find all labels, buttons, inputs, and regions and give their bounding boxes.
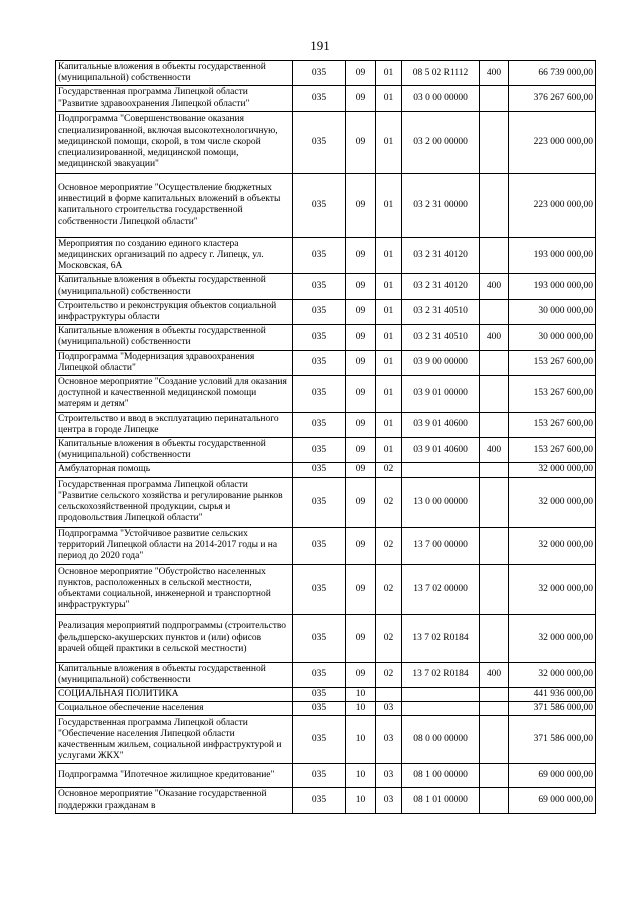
section-code: 09 bbox=[346, 662, 376, 687]
amount: 153 267 600,00 bbox=[509, 412, 596, 437]
ministry-code: 035 bbox=[293, 702, 346, 716]
subsection-code: 02 bbox=[376, 477, 402, 527]
expense-type bbox=[480, 688, 509, 702]
subsection-code: 01 bbox=[376, 350, 402, 375]
expense-type: 400 bbox=[480, 274, 509, 299]
subsection-code: 01 bbox=[376, 237, 402, 274]
expense-type bbox=[480, 788, 509, 813]
section-code: 09 bbox=[346, 477, 376, 527]
expense-name: Подпрограмма "Устойчивое развитие сельских территорий Липецкой области на 2014-2017 годы и на период до 2020 года" bbox=[56, 527, 293, 564]
table-row bbox=[56, 688, 596, 702]
section-code: 09 bbox=[346, 614, 376, 662]
target-article: 08 0 00 00000 bbox=[402, 716, 480, 764]
expense-type bbox=[480, 527, 509, 564]
expense-type bbox=[480, 764, 509, 788]
section-code: 09 bbox=[346, 274, 376, 299]
target-article: 13 7 00 00000 bbox=[402, 527, 480, 564]
subsection-code: 01 bbox=[376, 173, 402, 237]
expense-name: Капитальные вложения в объекты государственной (муниципальной) собственности bbox=[56, 662, 293, 687]
subsection-code: 01 bbox=[376, 325, 402, 350]
expense-name: Государственная программа Липецкой области "Обеспечение населения Липецкой области качественным жильем, социальной инфраструктурой и услугами ЖКХ" bbox=[56, 716, 293, 764]
subsection-code: 01 bbox=[376, 61, 402, 86]
amount: 69 000 000,00 bbox=[509, 764, 596, 788]
expense-type bbox=[480, 86, 509, 111]
target-article: 03 0 00 00000 bbox=[402, 86, 480, 111]
section-code: 09 bbox=[346, 86, 376, 111]
ministry-code: 035 bbox=[293, 477, 346, 527]
subsection-code: 02 bbox=[376, 527, 402, 564]
amount: 30 000 000,00 bbox=[509, 299, 596, 324]
amount: 66 739 000,00 bbox=[509, 61, 596, 86]
expense-type bbox=[480, 614, 509, 662]
table-row bbox=[56, 350, 596, 375]
subsection-code: 03 bbox=[376, 764, 402, 788]
expense-name: Строительство и реконструкция объектов социальной инфраструктуры области bbox=[56, 299, 293, 324]
amount: 153 267 600,00 bbox=[509, 438, 596, 463]
section-code: 10 bbox=[346, 688, 376, 702]
section-code: 09 bbox=[346, 299, 376, 324]
expense-type bbox=[480, 350, 509, 375]
subsection-code: 01 bbox=[376, 412, 402, 437]
table-row bbox=[56, 299, 596, 324]
ministry-code: 035 bbox=[293, 438, 346, 463]
table-row bbox=[56, 111, 596, 173]
target-article: 03 2 31 40120 bbox=[402, 274, 480, 299]
section-code: 09 bbox=[346, 463, 376, 477]
subsection-code: 01 bbox=[376, 438, 402, 463]
ministry-code: 035 bbox=[293, 614, 346, 662]
expense-type bbox=[480, 716, 509, 764]
subsection-code: 01 bbox=[376, 111, 402, 173]
table-row bbox=[56, 788, 596, 813]
ministry-code: 035 bbox=[293, 376, 346, 413]
section-code: 09 bbox=[346, 564, 376, 614]
ministry-code: 035 bbox=[293, 688, 346, 702]
amount: 30 000 000,00 bbox=[509, 325, 596, 350]
amount: 32 000 000,00 bbox=[509, 477, 596, 527]
expense-type bbox=[480, 463, 509, 477]
ministry-code: 035 bbox=[293, 61, 346, 86]
amount: 371 586 000,00 bbox=[509, 716, 596, 764]
ministry-code: 035 bbox=[293, 173, 346, 237]
subsection-code: 01 bbox=[376, 274, 402, 299]
target-article bbox=[402, 688, 480, 702]
section-code: 09 bbox=[346, 527, 376, 564]
expense-type bbox=[480, 477, 509, 527]
table-row bbox=[56, 614, 596, 662]
section-code: 09 bbox=[346, 111, 376, 173]
target-article: 08 5 02 R1112 bbox=[402, 61, 480, 86]
subsection-code: 03 bbox=[376, 716, 402, 764]
target-article bbox=[402, 702, 480, 716]
expense-type bbox=[480, 173, 509, 237]
amount: 32 000 000,00 bbox=[509, 527, 596, 564]
target-article: 03 2 31 40120 bbox=[402, 237, 480, 274]
expense-name: СОЦИАЛЬНАЯ ПОЛИТИКА bbox=[56, 688, 293, 702]
expense-name: Подпрограмма "Совершенствование оказания специализированной, включая высокотехнологичную, медицинской помощи, скорой, в том числе скорой специализированной, медицинской помощи, медицинской эвакуации" bbox=[56, 111, 293, 173]
amount: 32 000 000,00 bbox=[509, 662, 596, 687]
expense-name: Социальное обеспечение населения bbox=[56, 702, 293, 716]
target-article: 03 2 31 40510 bbox=[402, 325, 480, 350]
section-code: 09 bbox=[346, 61, 376, 86]
ministry-code: 035 bbox=[293, 716, 346, 764]
expense-name: Мероприятия по созданию единого кластера медицинских организаций по адресу г. Липецк, ул. Московская, 6А bbox=[56, 237, 293, 274]
target-article: 03 9 01 40600 bbox=[402, 438, 480, 463]
ministry-code: 035 bbox=[293, 274, 346, 299]
table-row bbox=[56, 764, 596, 788]
amount: 371 586 000,00 bbox=[509, 702, 596, 716]
ministry-code: 035 bbox=[293, 237, 346, 274]
budget-table bbox=[55, 60, 596, 814]
expense-name: Государственная программа Липецкой области "Развитие сельского хозяйства и регулирование рынков сельскохозяйственной продукции, сырья и продовольствия Липецкой области" bbox=[56, 477, 293, 527]
expense-name: Амбулаторная помощь bbox=[56, 463, 293, 477]
expense-type bbox=[480, 237, 509, 274]
amount: 223 000 000,00 bbox=[509, 111, 596, 173]
target-article: 03 9 01 00000 bbox=[402, 376, 480, 413]
amount: 193 000 000,00 bbox=[509, 237, 596, 274]
section-code: 09 bbox=[346, 376, 376, 413]
amount: 376 267 600,00 bbox=[509, 86, 596, 111]
subsection-code: 02 bbox=[376, 463, 402, 477]
ministry-code: 035 bbox=[293, 299, 346, 324]
section-code: 09 bbox=[346, 438, 376, 463]
subsection-code: 02 bbox=[376, 614, 402, 662]
section-code: 09 bbox=[346, 237, 376, 274]
expense-name: Основное мероприятие "Обустройство населенных пунктов, расположенных в сельской местности, объектами социальной, инженерной и транспортной инфраструктуры" bbox=[56, 564, 293, 614]
section-code: 10 bbox=[346, 716, 376, 764]
expense-name: Строительство и ввод в эксплуатацию перинатального центра в городе Липецке bbox=[56, 412, 293, 437]
section-code: 09 bbox=[346, 325, 376, 350]
amount: 32 000 000,00 bbox=[509, 564, 596, 614]
expense-name: Основное мероприятие "Создание условий для оказания доступной и качественной медицинской помощи матерям и детям" bbox=[56, 376, 293, 413]
expense-name: Подпрограмма "Модернизация здравоохранения Липецкой области" bbox=[56, 350, 293, 375]
table-row bbox=[56, 412, 596, 437]
target-article: 08 1 00 00000 bbox=[402, 764, 480, 788]
amount: 32 000 000,00 bbox=[509, 463, 596, 477]
section-code: 09 bbox=[346, 173, 376, 237]
expense-name: Капитальные вложения в объекты государственной (муниципальной) собственности bbox=[56, 325, 293, 350]
expense-name: Капитальные вложения в объекты государственной (муниципальной) собственности bbox=[56, 61, 293, 86]
target-article: 13 7 02 R0184 bbox=[402, 614, 480, 662]
subsection-code: 02 bbox=[376, 564, 402, 614]
expense-name: Основное мероприятие "Осуществление бюджетных инвестиций в форме капитальных вложений в объекты капитального строительства государственной собственности Липецкой области" bbox=[56, 173, 293, 237]
expense-type: 400 bbox=[480, 61, 509, 86]
table-row bbox=[56, 274, 596, 299]
subsection-code: 03 bbox=[376, 702, 402, 716]
ministry-code: 035 bbox=[293, 764, 346, 788]
subsection-code bbox=[376, 688, 402, 702]
expense-type bbox=[480, 299, 509, 324]
page-number: 191 bbox=[310, 38, 330, 53]
expense-type bbox=[480, 412, 509, 437]
subsection-code: 02 bbox=[376, 662, 402, 687]
expense-type: 400 bbox=[480, 438, 509, 463]
ministry-code: 035 bbox=[293, 412, 346, 437]
ministry-code: 035 bbox=[293, 350, 346, 375]
section-code: 09 bbox=[346, 412, 376, 437]
ministry-code: 035 bbox=[293, 325, 346, 350]
table-row bbox=[56, 527, 596, 564]
table-row bbox=[56, 463, 596, 477]
ministry-code: 035 bbox=[293, 463, 346, 477]
table-row bbox=[56, 438, 596, 463]
section-code: 10 bbox=[346, 764, 376, 788]
expense-name: Основное мероприятие "Оказание государственной поддержки гражданам в bbox=[56, 788, 293, 813]
expense-name: Капитальные вложения в объекты государственной (муниципальной) собственности bbox=[56, 274, 293, 299]
amount: 153 267 600,00 bbox=[509, 350, 596, 375]
amount: 32 000 000,00 bbox=[509, 614, 596, 662]
table-body bbox=[56, 61, 596, 814]
expense-type bbox=[480, 564, 509, 614]
ministry-code: 035 bbox=[293, 86, 346, 111]
expense-type bbox=[480, 702, 509, 716]
target-article: 03 2 31 40510 bbox=[402, 299, 480, 324]
amount: 441 936 000,00 bbox=[509, 688, 596, 702]
expense-type bbox=[480, 111, 509, 173]
expense-name: Подпрограмма "Ипотечное жилищное кредитование" bbox=[56, 764, 293, 788]
subsection-code: 01 bbox=[376, 376, 402, 413]
expense-type: 400 bbox=[480, 325, 509, 350]
ministry-code: 035 bbox=[293, 564, 346, 614]
expense-type: 400 bbox=[480, 662, 509, 687]
amount: 193 000 000,00 bbox=[509, 274, 596, 299]
table-row bbox=[56, 564, 596, 614]
target-article: 08 1 01 00000 bbox=[402, 788, 480, 813]
table-row bbox=[56, 477, 596, 527]
ministry-code: 035 bbox=[293, 788, 346, 813]
expense-name: Реализация мероприятий подпрограммы (строительство фельдшерско-акушерских пунктов и (или) офисов врачей общей практики в сельской местности) bbox=[56, 614, 293, 662]
amount: 69 000 000,00 bbox=[509, 788, 596, 813]
target-article: 03 9 01 40600 bbox=[402, 412, 480, 437]
subsection-code: 01 bbox=[376, 299, 402, 324]
expense-type bbox=[480, 376, 509, 413]
ministry-code: 035 bbox=[293, 527, 346, 564]
table-row bbox=[56, 325, 596, 350]
section-code: 09 bbox=[346, 350, 376, 375]
table-row bbox=[56, 376, 596, 413]
expense-name: Государственная программа Липецкой области "Развитие здравоохранения Липецкой области" bbox=[56, 86, 293, 111]
target-article: 03 2 31 00000 bbox=[402, 173, 480, 237]
table-row bbox=[56, 702, 596, 716]
target-article: 03 9 00 00000 bbox=[402, 350, 480, 375]
subsection-code: 01 bbox=[376, 86, 402, 111]
table-row bbox=[56, 716, 596, 764]
table-row bbox=[56, 61, 596, 86]
table-row bbox=[56, 662, 596, 687]
ministry-code: 035 bbox=[293, 662, 346, 687]
target-article: 13 0 00 00000 bbox=[402, 477, 480, 527]
target-article: 13 7 02 R0184 bbox=[402, 662, 480, 687]
subsection-code: 03 bbox=[376, 788, 402, 813]
amount: 153 267 600,00 bbox=[509, 376, 596, 413]
amount: 223 000 000,00 bbox=[509, 173, 596, 237]
section-code: 10 bbox=[346, 788, 376, 813]
expense-name: Капитальные вложения в объекты государственной (муниципальной) собственности bbox=[56, 438, 293, 463]
target-article: 13 7 02 00000 bbox=[402, 564, 480, 614]
ministry-code: 035 bbox=[293, 111, 346, 173]
section-code: 10 bbox=[346, 702, 376, 716]
target-article bbox=[402, 463, 480, 477]
table-row bbox=[56, 86, 596, 111]
table-row bbox=[56, 173, 596, 237]
table-row bbox=[56, 237, 596, 274]
target-article: 03 2 00 00000 bbox=[402, 111, 480, 173]
